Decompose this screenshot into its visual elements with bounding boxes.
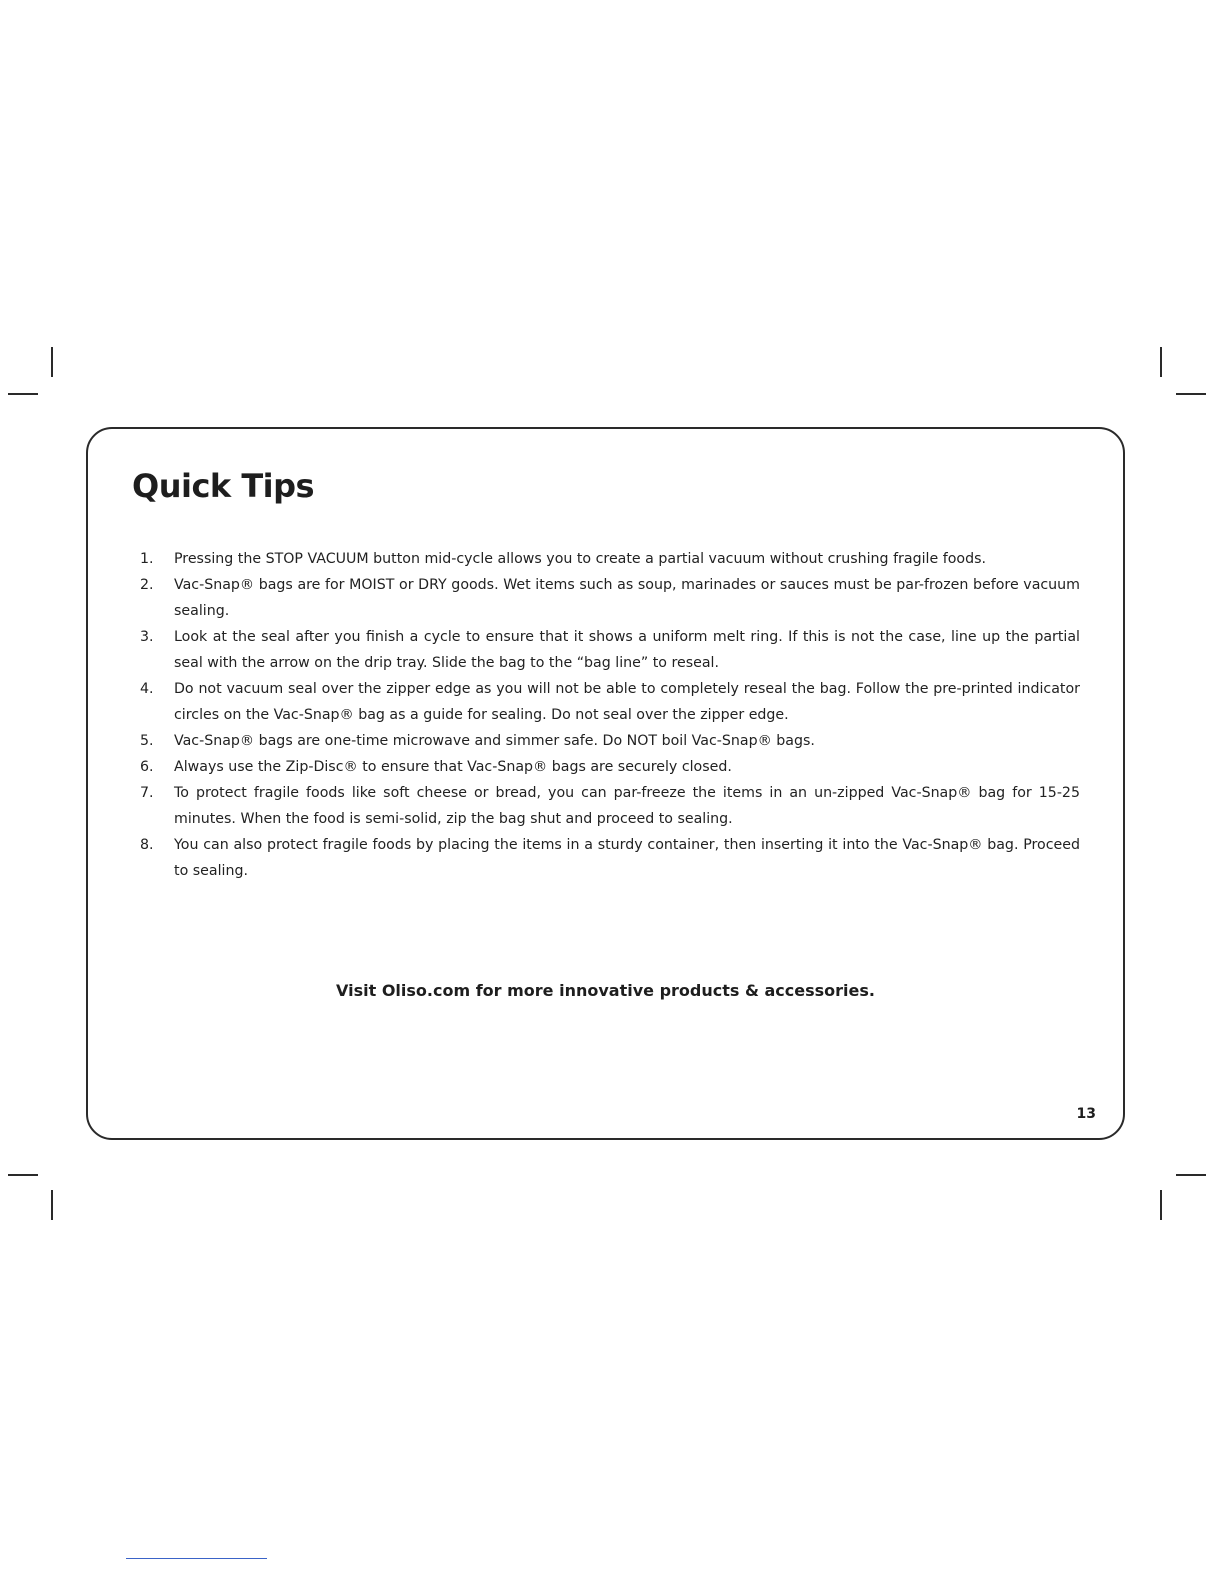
tip-text: Do not vacuum seal over the zipper edge as you will not be able to completely reseal the bag. Follow the pre-printed indicator circles on the Vac-Snap® bag as a guide for sealing. Do not seal over the zipper edge. — [174, 681, 1080, 723]
crop-mark-top-right-horizontal — [1176, 393, 1206, 395]
tip-item-6 — [140, 754, 1080, 780]
tip-number: 6. — [140, 759, 154, 775]
tip-number: 7. — [140, 785, 154, 801]
tip-number: 3. — [140, 629, 154, 645]
crop-mark-bottom-left-vertical — [51, 1190, 53, 1220]
tip-number: 4. — [140, 681, 154, 697]
tip-number: 8. — [140, 837, 154, 853]
tip-item-8 — [140, 832, 1080, 884]
tip-text: Vac-Snap® bags are for MOIST or DRY goods. Wet items such as soup, marinades or sauces must be par-frozen before vacuum sealing. — [174, 577, 1080, 619]
tip-text: Pressing the STOP VACUUM button mid-cycle allows you to create a partial vacuum without crushing fragile foods. — [174, 551, 986, 567]
tip-text: You can also protect fragile foods by placing the items in a sturdy container, then inserting it into the Vac-Snap® bag. Proceed to sealing. — [174, 837, 1080, 879]
tip-number: 2. — [140, 577, 154, 593]
crop-mark-top-left-vertical — [51, 347, 53, 377]
tip-text: To protect fragile foods like soft cheese or bread, you can par-freeze the items in an un-zipped Vac-Snap® bag for 15-25 minutes. When the food is semi-solid, zip the bag shut and proceed to sealing. — [174, 785, 1080, 827]
tip-text: Always use the Zip-Disc® to ensure that Vac-Snap® bags are securely closed. — [174, 759, 732, 775]
footer-note: Visit Oliso.com for more innovative products & accessories. — [336, 981, 875, 1000]
tip-number: 5. — [140, 733, 154, 749]
crop-mark-top-right-vertical — [1160, 347, 1162, 377]
crop-mark-top-left-horizontal — [8, 393, 38, 395]
tip-item-3 — [140, 624, 1080, 676]
tips-list — [140, 546, 1080, 884]
tip-text: Look at the seal after you finish a cycle to ensure that it shows a uniform melt ring. If this is not the case, line up the partial seal with the arrow on the drip tray. Slide the bag to the “bag line” to reseal. — [174, 629, 1080, 671]
tip-item-2 — [140, 572, 1080, 624]
tip-item-1 — [140, 546, 1080, 572]
crop-mark-bottom-right-horizontal — [1176, 1174, 1206, 1176]
tip-item-7 — [140, 780, 1080, 832]
tip-text: Vac-Snap® bags are one-time microwave and simmer safe. Do NOT boil Vac-Snap® bags. — [174, 733, 815, 749]
tip-item-4 — [140, 676, 1080, 728]
crop-mark-bottom-left-horizontal — [8, 1174, 38, 1176]
page-title: Quick Tips — [132, 467, 315, 505]
page-number: 13 — [1076, 1106, 1096, 1122]
crop-mark-bottom-right-vertical — [1160, 1190, 1162, 1220]
tip-item-5 — [140, 728, 1080, 754]
tip-number: 1. — [140, 551, 154, 567]
bottom-rule — [126, 1558, 267, 1559]
